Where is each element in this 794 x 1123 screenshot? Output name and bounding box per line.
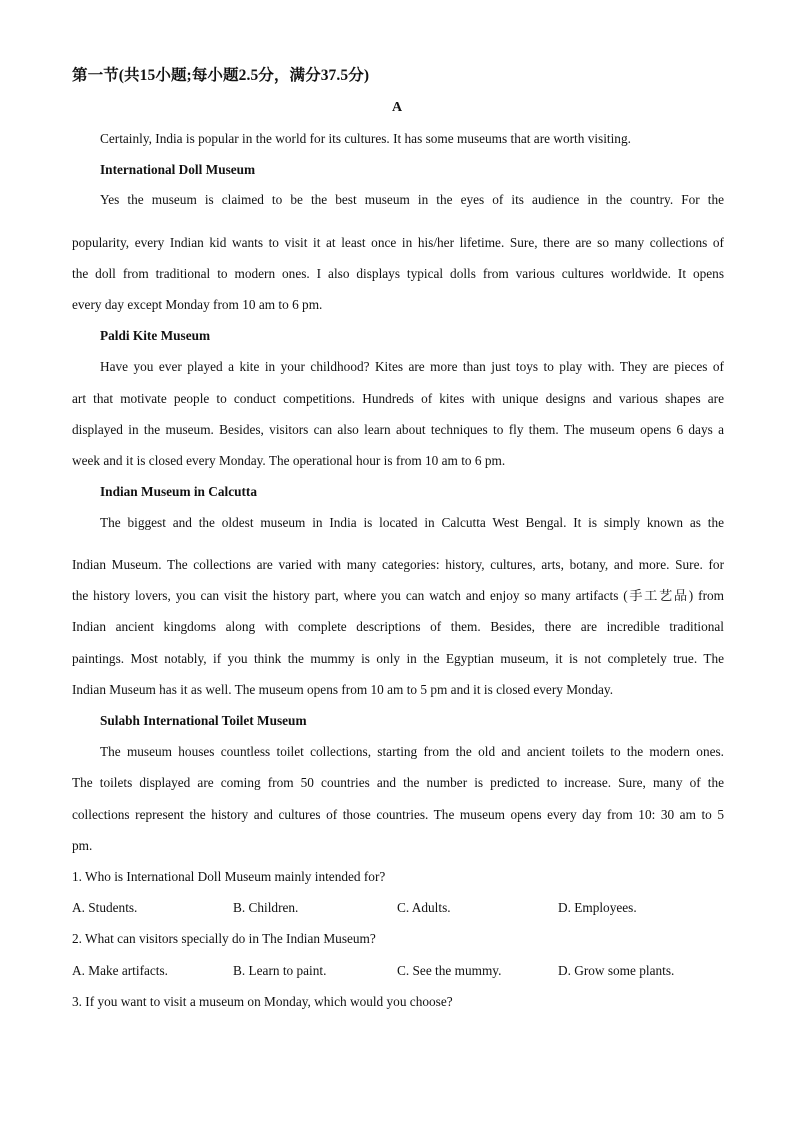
paragraph-line: the history lovers, you can visit the history part, where you can watch and enjoy so many artifacts (手工艺品) from	[72, 588, 724, 603]
paragraph-line: pm.	[72, 838, 93, 853]
paragraph-line: week and it is closed every Monday. The operational hour is from 10 am to 6 pm.	[72, 453, 506, 468]
paragraph-line: collections represent the history and cultures of those countries. The museum opens every day from 10: 30 am to 5	[72, 807, 724, 822]
options-row-1	[72, 899, 724, 917]
intro-paragraph: Certainly, India is popular in the world for its cultures. It has some museums that are worth visiting.	[100, 131, 631, 146]
option-c: C. See the mummy.	[397, 963, 502, 978]
museum-heading-kite: Paldi Kite Museum	[100, 328, 211, 343]
option-a: A. Students.	[72, 900, 138, 915]
option-d: D. Employees.	[558, 900, 637, 915]
paragraph-line: The biggest and the oldest museum in India is located in Calcutta West Bengal. It is simply known as the	[100, 515, 724, 530]
option-a: A. Make artifacts.	[72, 963, 168, 978]
paragraph-line: Indian Museum has it as well. The museum opens from 10 am to 5 pm and it is closed every Monday.	[72, 682, 614, 697]
paragraph-line: art that motivate people to conduct competitions. Hundreds of kites with unique designs and various shapes are	[72, 391, 724, 406]
paragraph-line: displayed in the museum. Besides, visitors can also learn about techniques to fly them. The museum opens 6 days a	[72, 422, 724, 437]
museum-heading-indian: Indian Museum in Calcutta	[100, 484, 258, 499]
paragraph-line: The toilets displayed are coming from 50 countries and the number is predicted to increase. Sure, many of the	[72, 775, 724, 790]
paragraph-line: Indian Museum. The collections are varied with many categories: history, cultures, arts, botany, and more. Sure. for	[72, 557, 724, 572]
paragraph-line: paintings. Most notably, if you think the mummy is only in the Egyptian museum, it is not completely true. The	[72, 651, 724, 666]
option-b: B. Learn to paint.	[233, 963, 327, 978]
passage-label: A	[391, 100, 403, 115]
question-stem-3: 3. If you want to visit a museum on Monday, which would you choose?	[72, 994, 453, 1009]
section-title: 第一节(共15小题;每小题2.5分，满分37.5分)	[72, 67, 370, 84]
paragraph-line: The museum houses countless toilet collections, starting from the old and ancient toilets to the modern ones.	[100, 744, 724, 759]
option-b: B. Children.	[233, 900, 299, 915]
option-d: D. Grow some plants.	[558, 963, 675, 978]
paragraph-line: every day except Monday from 10 am to 6 pm.	[72, 297, 323, 312]
museum-heading-doll: International Doll Museum	[100, 162, 256, 177]
question-stem-1: 1. Who is International Doll Museum mainly intended for?	[72, 869, 386, 884]
paragraph-line: Indian ancient kingdoms along with complete descriptions of them. Besides, there are incredible traditional	[72, 619, 724, 634]
option-c: C. Adults.	[397, 900, 451, 915]
paragraph-line: Yes the museum is claimed to be the best museum in the eyes of its audience in the country. For the	[100, 192, 724, 207]
museum-heading-toilet: Sulabh International Toilet Museum	[100, 713, 307, 728]
paragraph-line: popularity, every Indian kid wants to visit it at least once in his/her lifetime. Sure, there are so many collections of	[72, 235, 724, 250]
paragraph-line: Have you ever played a kite in your childhood? Kites are more than just toys to play with. They are pieces of	[100, 359, 724, 374]
options-row-2	[72, 962, 724, 980]
question-stem-2: 2. What can visitors specially do in The Indian Museum?	[72, 931, 376, 946]
paragraph-line: the doll from traditional to modern ones. I also displays typical dolls from various cultures worldwide. It opens	[72, 266, 724, 281]
